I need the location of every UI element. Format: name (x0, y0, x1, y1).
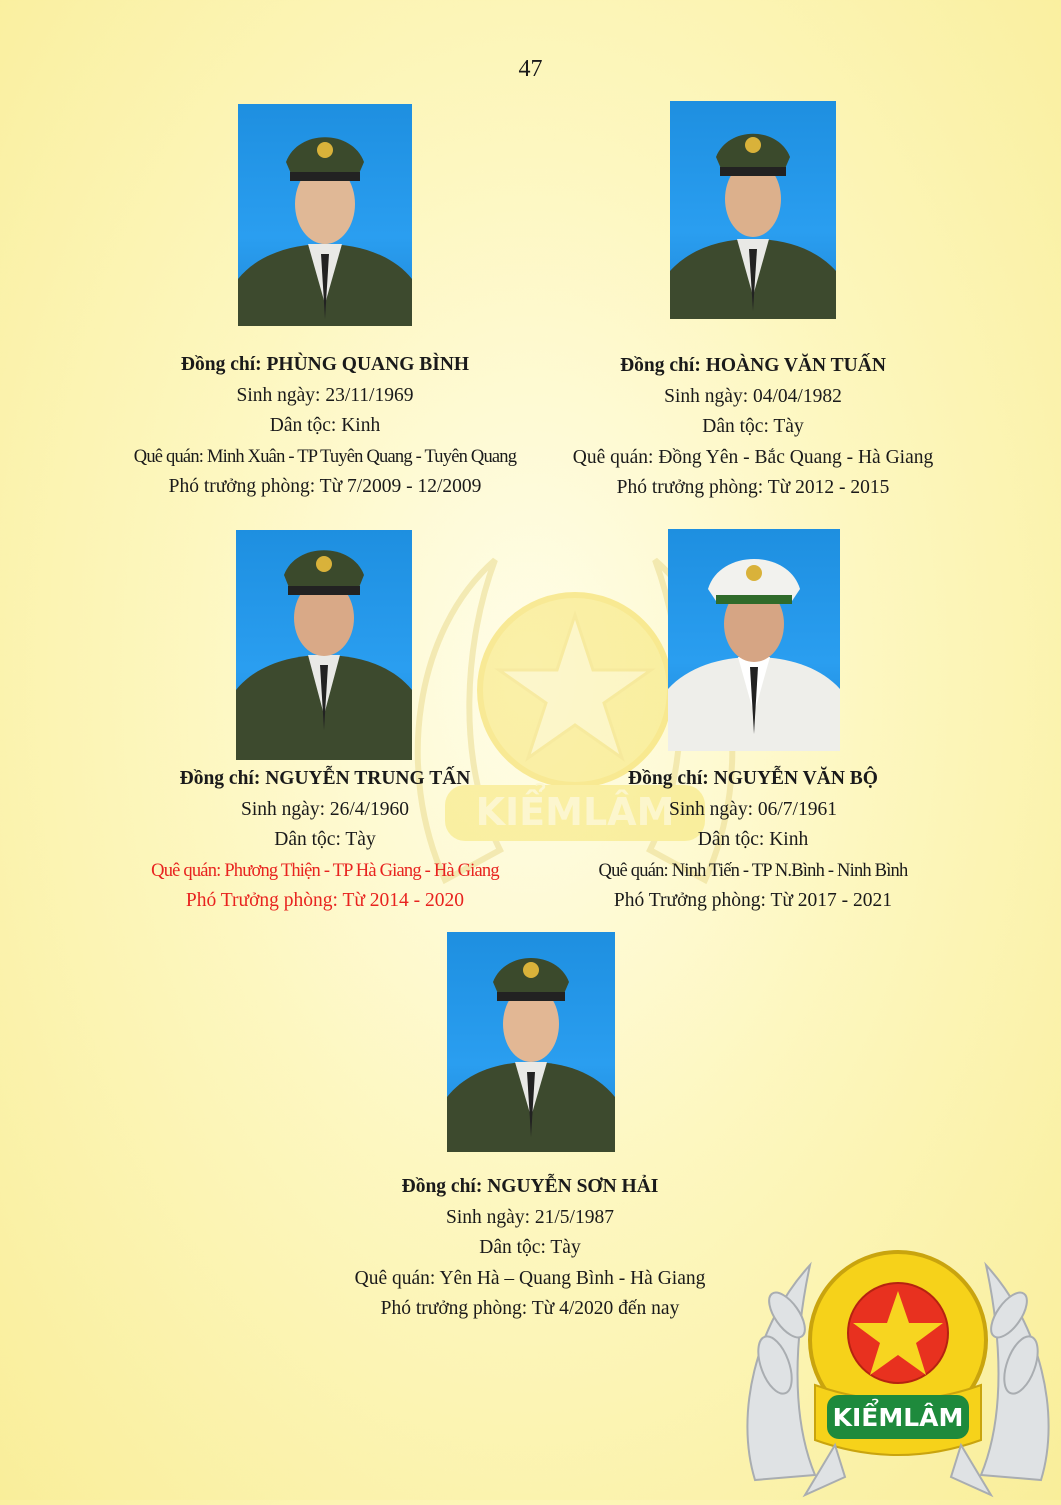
portrait-photo (670, 101, 836, 319)
person-name: HOÀNG VĂN TUẤN (705, 355, 886, 376)
birth-date: Sinh ngày: 23/11/1969 (236, 384, 414, 406)
portrait-photo (447, 932, 615, 1152)
name-label: Đồng chí: (179, 768, 261, 789)
position-term: Phó Trưởng phòng: Từ 2014 - 2020 (185, 890, 465, 911)
hometown: Quê quán: Yên Hà – Quang Bình - Hà Giang (354, 1267, 706, 1289)
birth-date: Sinh ngày: 26/4/1960 (241, 798, 409, 820)
person-name: NGUYỄN TRUNG TẤN (265, 768, 471, 789)
emblem-text: KIỂMLÂM (832, 1403, 964, 1432)
name-label: Đồng chí: (628, 768, 709, 789)
hometown: Quê quán: Minh Xuân - TP Tuyên Quang - Tuyên Quang (133, 446, 517, 467)
profile-card (280, 1172, 780, 1325)
kiem-lam-emblem (735, 1245, 1061, 1500)
name-label: Đồng chí: (180, 354, 262, 375)
birth-date: Sinh ngày: 06/7/1961 (669, 798, 837, 820)
ethnicity: Dân tộc: Tày (274, 829, 376, 850)
position-term: Phó trưởng phòng: Từ 2012 - 2015 (616, 477, 890, 498)
profile-card (545, 764, 961, 917)
ethnicity: Dân tộc: Kinh (269, 415, 381, 436)
person-name: PHÙNG QUANG BÌNH (266, 354, 470, 375)
portrait-photo (238, 104, 412, 326)
portrait-photo (668, 529, 840, 751)
name-label: Đồng chí: (620, 355, 701, 376)
position-term: Phó trưởng phòng: Từ 4/2020 đến nay (380, 1298, 680, 1319)
hometown: Quê quán: Đồng Yên - Bắc Quang - Hà Giang (572, 446, 934, 468)
hometown: Quê quán: Ninh Tiến - TP N.Bình - Ninh Bình (598, 860, 908, 881)
ethnicity: Dân tộc: Tày (702, 416, 804, 437)
watermark-text: KIỂMLÂM (475, 790, 675, 834)
page-number: 47 (518, 56, 543, 82)
position-term: Phó trưởng phòng: Từ 7/2009 - 12/2009 (168, 476, 482, 497)
name-label: Đồng chí: (401, 1176, 483, 1197)
person-name: NGUYỄN VĂN BỘ (713, 768, 878, 789)
person-name: NGUYỄN SƠN HẢI (487, 1176, 659, 1197)
birth-date: Sinh ngày: 04/04/1982 (664, 385, 842, 407)
ethnicity: Dân tộc: Tày (479, 1237, 581, 1258)
ethnicity: Dân tộc: Kinh (697, 829, 809, 850)
hometown: Quê quán: Phương Thiện - TP Hà Giang - Hà Giang (151, 860, 499, 881)
position-term: Phó Trưởng phòng: Từ 2017 - 2021 (613, 890, 893, 911)
portrait-photo (236, 530, 412, 760)
profile-card (110, 764, 540, 917)
birth-date: Sinh ngày: 21/5/1987 (446, 1206, 614, 1228)
profile-card (545, 351, 961, 504)
profile-card (110, 350, 540, 503)
